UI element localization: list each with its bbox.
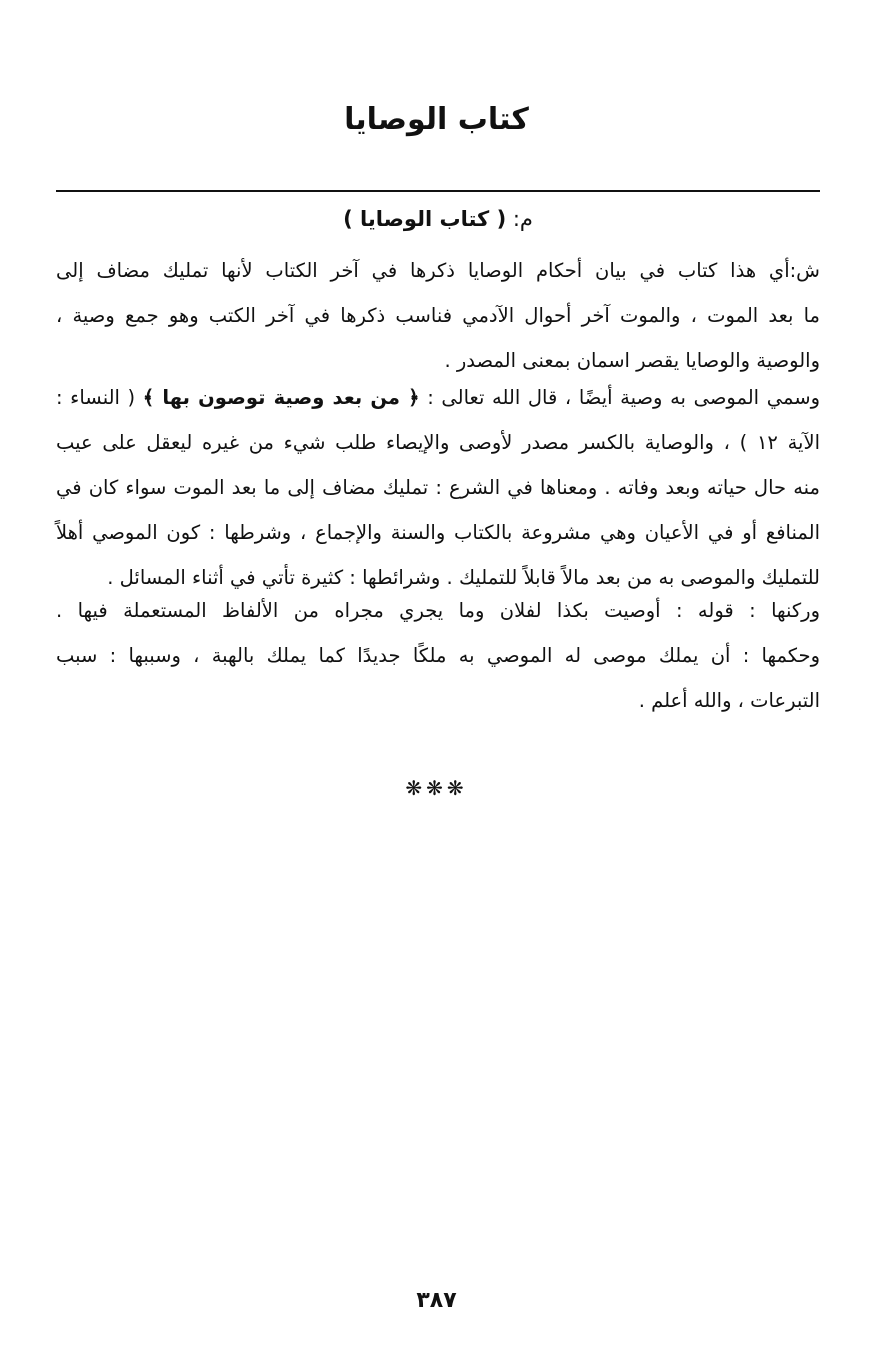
- paragraph-line: منه حال حياته وبعد وفاته . ومعناها في الشرع : تمليك مضاف إلى ما بعد الموت سواء كان في: [56, 476, 820, 499]
- paragraph-line: ش:أي هذا كتاب في بيان أحكام الوصايا ذكرها في آخر الكتاب لأنها تمليك مضاف إلى: [56, 259, 820, 282]
- paragraph-line: وركنها : قوله : أوصيت بكذا لفلان وما يجري مجراه من الألفاظ المستعملة فيها .: [56, 599, 820, 622]
- verse-intro: وسمي الموصى به وصية أيضًا ، قال الله تعالى :: [419, 386, 820, 409]
- quran-verse: ﴿ من بعد وصية توصون بها ﴾: [142, 386, 420, 409]
- matn-text: ( كتاب الوصايا ): [343, 207, 507, 231]
- paragraph-line: الآية ١٢ ) ، والوصاية بالكسر مصدر لأوصى والإيصاء طلب شيء من غيره ليعقل على عيب: [56, 431, 821, 454]
- commentary-paragraph-definition: [56, 248, 820, 383]
- header-rule: [56, 190, 820, 192]
- matn-marker: م:: [512, 207, 533, 231]
- verse-citation: ( النساء :: [56, 386, 143, 409]
- paragraph-line: ما بعد الموت ، والموت آخر أحوال الآدمي فناسب ذكرها في آخر الكتب وهو جمع وصية ،: [56, 304, 820, 327]
- matn-heading: [56, 201, 820, 237]
- paragraph-line-with-verse: [56, 375, 820, 420]
- paragraph-line: التبرعات ، والله أعلم .: [638, 689, 820, 712]
- chapter-title: كتاب الوصايا: [344, 102, 529, 137]
- paragraph-line: والوصية والوصايا يقصر اسمان بمعنى المصدر .: [444, 349, 820, 372]
- paragraph-line: المنافع أو في الأعيان وهي مشروعة بالكتاب والسنة والإجماع ، وشرطها : كون الموصي أهلاً: [56, 521, 820, 544]
- paragraph-line: وحكمها : أن يملك موصى له الموصي به ملكًا جديدًا كما يملك بالهبة ، وسببها : سبب: [56, 644, 820, 667]
- paragraph-line: للتمليك والموصى به من بعد مالاً قابلاً للتمليك . وشرائطها : كثيرة تأتي في أثناء المسائل .: [107, 566, 820, 589]
- commentary-paragraph-sharia: [56, 375, 820, 600]
- commentary-paragraph-pillars: [56, 588, 820, 723]
- section-separator: ❋❋❋: [405, 776, 468, 800]
- page-number: ٣٨٧: [416, 1288, 457, 1313]
